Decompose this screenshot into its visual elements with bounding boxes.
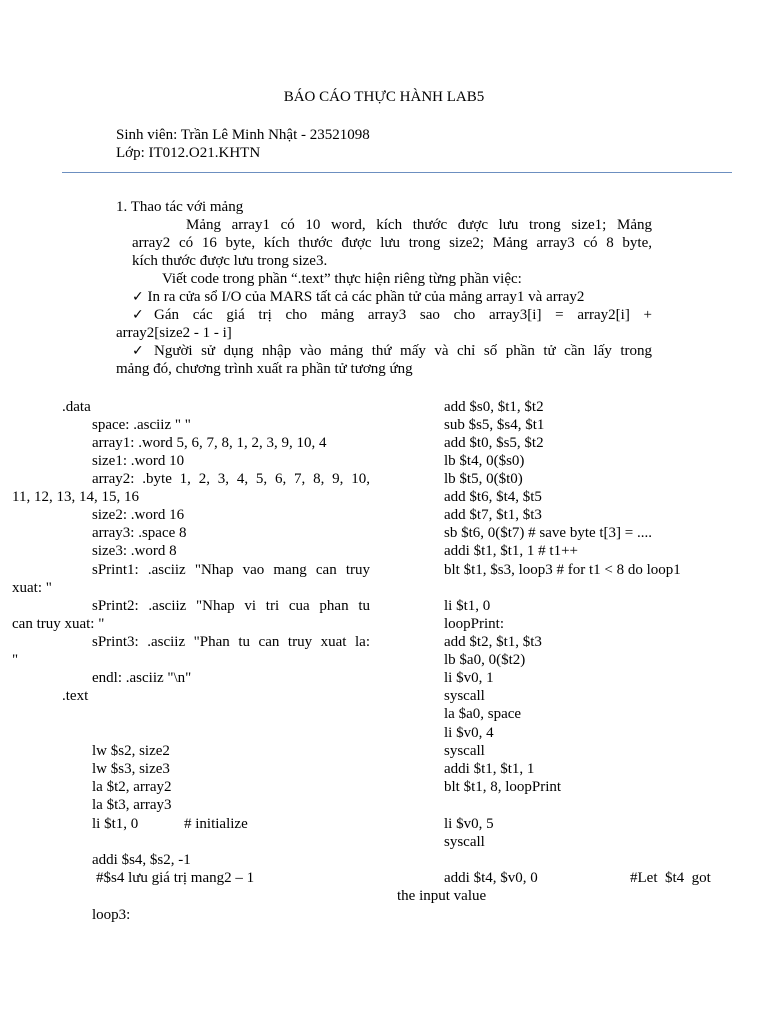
code-array3: array3: .space 8 <box>92 525 187 541</box>
code-right-line: add $t2, $t1, $t3 <box>444 634 542 650</box>
code-right-line: add $t6, $t4, $t5 <box>444 489 542 505</box>
section-heading: 1. Thao tác với mảng <box>116 199 244 215</box>
task-2-check <box>132 306 144 324</box>
code-sprint2-a: sPrint2: .asciiz "Nhap vi tri cua phan tu <box>92 598 370 614</box>
code-addi-s4: addi $s4, $s2, -1 <box>92 852 191 868</box>
code-data-directive: .data <box>62 399 91 415</box>
code-right-line: li $v0, 5 <box>444 816 494 832</box>
code-li-t1-comment: # initialize <box>184 816 248 832</box>
task-3-line-1: Người sử dụng nhập vào mảng thứ mấy và chỉ số phần tử cần lấy trong <box>154 343 652 359</box>
report-title: BÁO CÁO THỰC HÀNH LAB5 <box>283 89 485 105</box>
code-array2-b: 11, 12, 13, 14, 15, 16 <box>12 489 139 505</box>
header-divider <box>62 172 732 173</box>
intro-line-1: Mảng array1 có 10 word, kích thước được lưu trong size1; Mảng <box>186 217 652 233</box>
code-right-line: blt $t1, 8, loopPrint <box>444 779 562 795</box>
code-array2-a: array2: .byte 1, 2, 3, 4, 5, 6, 7, 8, 9, 10, <box>92 471 370 487</box>
task-2-line-2: array2[size2 - 1 - i] <box>116 325 232 341</box>
code-right-line: lb $a0, 0($t2) <box>444 652 526 668</box>
code-space: space: .asciiz " " <box>92 417 191 433</box>
code-right-line: add $s0, $t1, $t2 <box>444 399 544 415</box>
student-name: Sinh viên: Trần Lê Minh Nhật - 23521098 <box>116 127 370 143</box>
check-icon: ✓ <box>132 343 144 359</box>
task-3-check <box>132 342 144 360</box>
code-right-line: syscall <box>444 743 485 759</box>
code-right-line: lb $t4, 0($s0) <box>444 453 525 469</box>
code-lw-s3: lw $s3, size3 <box>92 761 170 777</box>
code-loop3-label: loop3: <box>92 907 131 923</box>
code-right-line: li $t1, 0 <box>444 598 491 614</box>
task-1-text: In ra cửa sổ I/O của MARS tất cả các phần tử của mảng array1 và array2 <box>147 289 585 305</box>
code-lw-s2: lw $s2, size2 <box>92 743 170 759</box>
code-endl: endl: .asciiz "\n" <box>92 670 192 686</box>
code-text-directive: .text <box>62 688 89 704</box>
code-sprint3-a: sPrint3: .asciiz "Phan tu can truy xuat la: <box>92 634 370 650</box>
code-right-line: syscall <box>444 834 485 850</box>
code-sprint2-b: can truy xuat: " <box>12 616 105 632</box>
code-sprint1-b: xuat: " <box>12 580 52 596</box>
code-right-line: addi $t1, $t1, 1 <box>444 761 535 777</box>
code-array1: array1: .word 5, 6, 7, 8, 1, 2, 3, 9, 10, 4 <box>92 435 327 451</box>
code-right-line: sb $t6, 0($t7) # save byte t[3] = .... <box>444 525 653 541</box>
code-right-line: add $t0, $s5, $t2 <box>444 435 544 451</box>
code-looprint-label: loopPrint: <box>444 616 505 632</box>
code-right-line: sub $s5, $s4, $t1 <box>444 417 545 433</box>
code-right-line: add $t7, $t1, $t3 <box>444 507 542 523</box>
code-size1: size1: .word 10 <box>92 453 185 469</box>
code-right-line: addi $t4, $v0, 0 <box>444 870 538 886</box>
task-2-line-1: Gán các giá trị cho mảng array3 sao cho array3[i] = array2[i] + <box>154 307 652 323</box>
class-name: Lớp: IT012.O21.KHTN <box>116 145 261 161</box>
intro-line-4: Viết code trong phần “.text” thực hiện riêng từng phần việc: <box>162 271 522 287</box>
code-la-t3: la $t3, array3 <box>92 797 172 813</box>
code-right-line: addi $t1, $t1, 1 # t1++ <box>444 543 578 559</box>
code-la-t2: la $t2, array2 <box>92 779 172 795</box>
code-right-line: li $v0, 4 <box>444 725 494 741</box>
code-right-line: syscall <box>444 688 485 704</box>
code-right-line: la $a0, space <box>444 706 522 722</box>
intro-line-2: array2 có 16 byte, kích thước được lưu trong size2; Mảng array3 có 8 byte, <box>132 235 652 251</box>
task-3-line-2: mảng đó, chương trình xuất ra phần tử tương ứng <box>116 361 413 377</box>
code-right-line: li $v0, 1 <box>444 670 494 686</box>
code-li-t1: li $t1, 0 <box>92 816 139 832</box>
check-icon: ✓ <box>132 307 144 323</box>
code-comment-s4: #$s4 lưu giá trị mang2 – 1 <box>96 870 255 886</box>
check-icon: ✓ <box>132 289 144 305</box>
code-size2: size2: .word 16 <box>92 507 185 523</box>
code-right-line: lb $t5, 0($t0) <box>444 471 523 487</box>
code-sprint1-a: sPrint1: .asciiz "Nhap vao mang can truy <box>92 562 370 578</box>
code-size3: size3: .word 8 <box>92 543 177 559</box>
intro-line-3: kích thước được lưu trong size3. <box>132 253 328 269</box>
task-1 <box>132 288 584 306</box>
code-sprint3-b: " <box>12 652 19 668</box>
code-right-line: the input value <box>397 888 487 904</box>
code-right-line: blt $t1, $s3, loop3 # for t1 < 8 do loop1 <box>444 562 681 578</box>
code-right-comment: #Let $t4 got <box>630 870 711 886</box>
